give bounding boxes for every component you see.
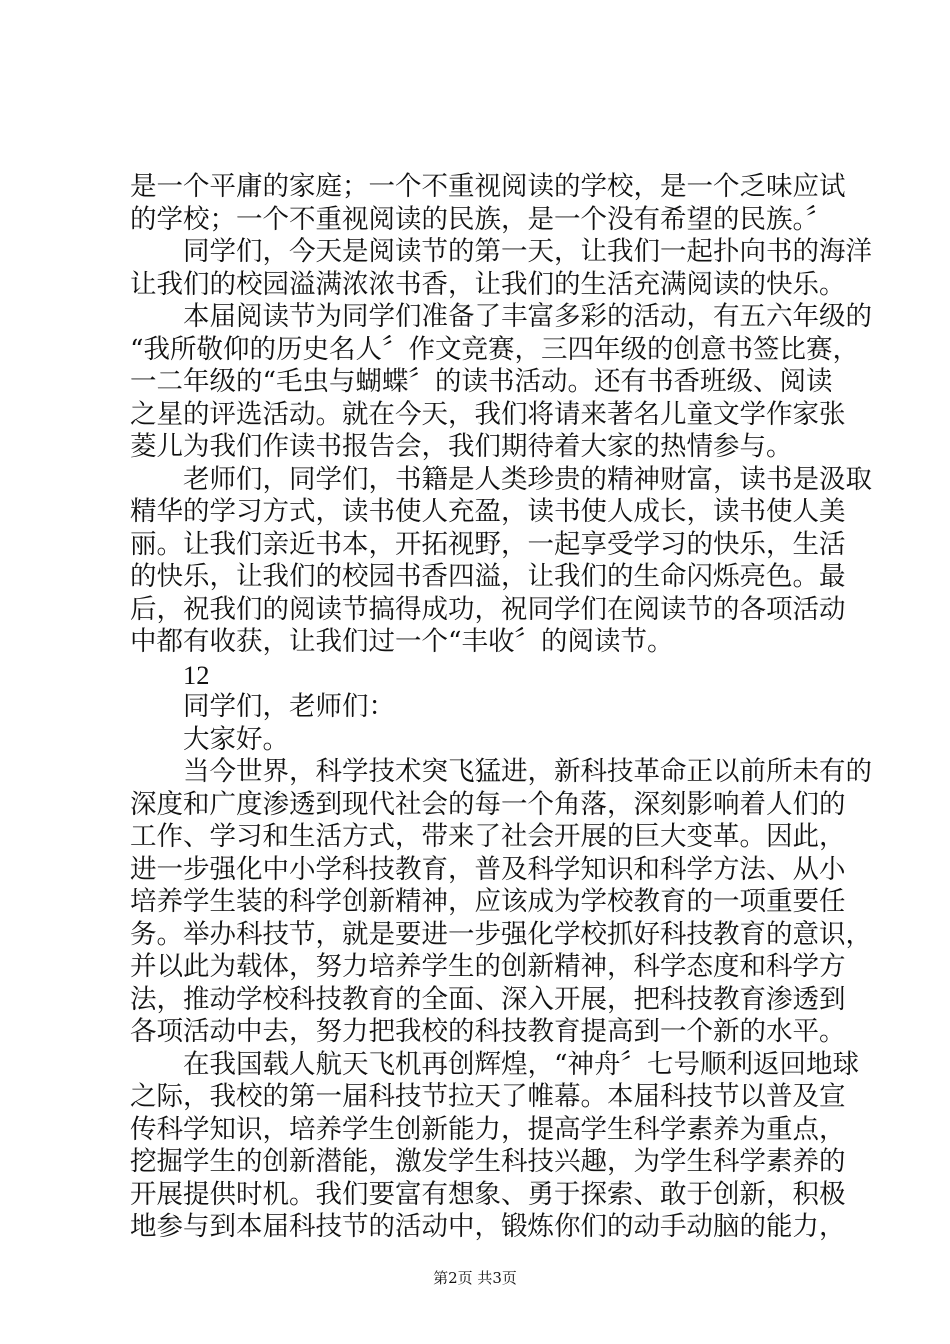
text-line: “我所敬仰的历史名人〞作文竞赛，三四年级的创意书签比赛， (130, 333, 860, 365)
text-line: 在我国载人航天飞机再创辉煌，“神舟〞七号顺利返回地球 (183, 1048, 860, 1080)
text-line: 传科学知识，培养学生创新能力，提高学生科学素养为重点， (130, 1113, 846, 1145)
text-line: 同学们，老师们： (183, 691, 395, 722)
text-line: 培养学生装的科学创新精神，应该成为学校教育的一项重要任 (130, 886, 846, 917)
text-line: 之际，我校的第一届科技节拉天了帷幕。本届科技节以普及宣 (130, 1081, 846, 1112)
text-line: 本届阅读节为同学们准备了丰富多彩的活动，有五六年级的 (183, 301, 872, 332)
text-line: 中都有收获，让我们过一个“丰收〞的阅读节。 (130, 626, 674, 657)
text-line: 法，推动学校科技教育的全面、深入开展，把科技教育渗透到 (130, 983, 846, 1015)
text-line: 12 (183, 659, 210, 690)
text-line: 丽。让我们亲近书本，开拓视野，一起享受学习的快乐，生活 (130, 528, 846, 560)
page-footer: 第2页 共3页 (433, 1269, 517, 1287)
document-body (130, 171, 872, 1244)
text-line: 挖掘学生的创新潜能，激发学生科技兴趣，为学生科学素养的 (130, 1146, 846, 1177)
text-line: 开展提供时机。我们要富有想象、勇于探索、敢于创新，积极 (130, 1178, 846, 1210)
text-line: 各项活动中去，努力把我校的科技教育提高到一个新的水平。 (130, 1016, 846, 1047)
text-line: 地参与到本届科技节的活动中，锻炼你们的动手动脑的能力， (130, 1211, 846, 1242)
text-line: 工作、学习和生活方式，带来了社会开展的巨大变革。因此， (130, 821, 846, 852)
text-line: 的快乐，让我们的校园书香四溢，让我们的生命闪烁亮色。最 (130, 561, 846, 592)
text-line: 之星的评选活动。就在今天，我们将请来著名儿童文学作家张 (130, 398, 846, 430)
text-line: 大家好。 (183, 723, 289, 755)
text-line: 务。举办科技节，就是要进一步强化学校抓好科技教育的意识， (130, 918, 872, 950)
text-line: 当今世界，科学技术突飞猛进，新科技革命正以前所未有的 (183, 756, 872, 787)
text-line: 精华的学习方式，读书使人充盈，读书使人成长，读书使人美 (130, 496, 846, 527)
text-line: 一二年级的“毛虫与蝴蝶〞的读书活动。还有书香班级、阅读 (130, 366, 833, 397)
text-line: 是一个平庸的家庭；一个不重视阅读的学校，是一个乏味应试 (130, 171, 846, 202)
text-line: 的学校；一个不重视阅读的民族，是一个没有希望的民族。〞 (130, 203, 833, 235)
text-line: 让我们的校园溢满浓浓书香，让我们的生活充满阅读的快乐。 (130, 268, 846, 300)
text-line: 并以此为载体，努力培养学生的创新精神，科学态度和科学方 (130, 951, 846, 982)
text-line: 菱儿为我们作读书报告会，我们期待着大家的热情参与。 (130, 431, 793, 462)
text-line: 进一步强化中小学科技教育，普及科学知识和科学方法、从小 (130, 853, 846, 885)
text-line: 老师们，同学们，书籍是人类珍贵的精神财富，读书是汲取 (183, 463, 872, 495)
text-line: 同学们，今天是阅读节的第一天，让我们一起扑向书的海洋 (183, 236, 872, 267)
text-line: 后，祝我们的阅读节搞得成功，祝同学们在阅读节的各项活动 (130, 593, 846, 625)
text-line: 深度和广度渗透到现代社会的每一个角落，深刻影响着人们的 (130, 788, 846, 820)
